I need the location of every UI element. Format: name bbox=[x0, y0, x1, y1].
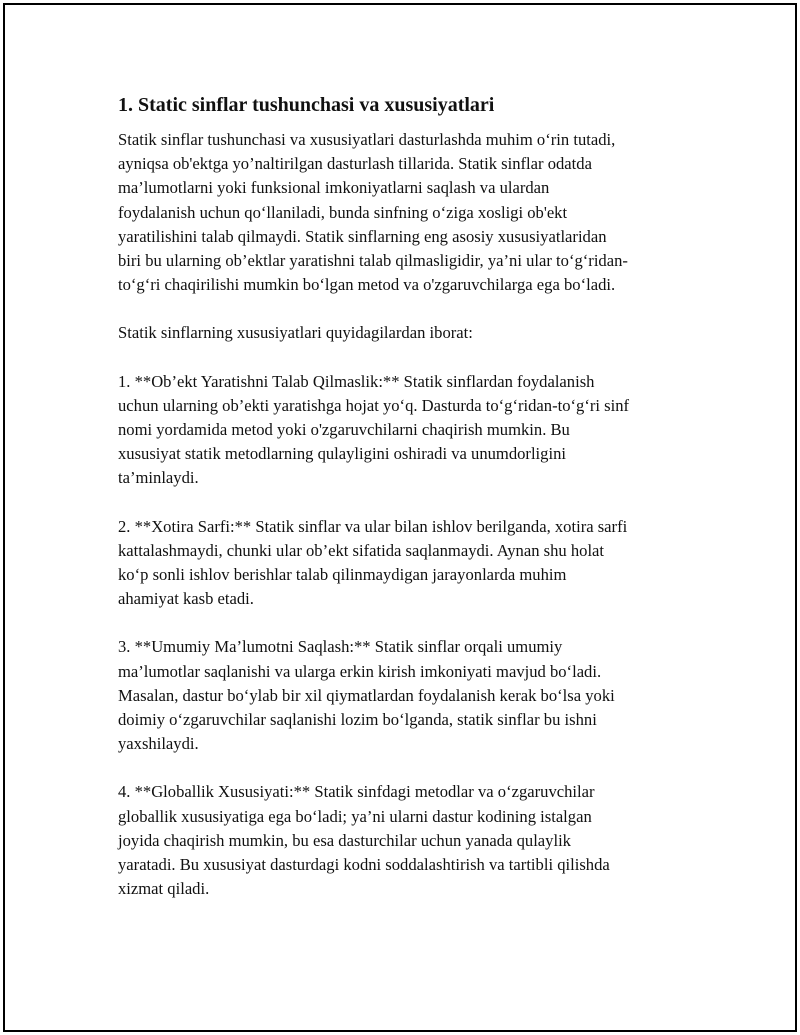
text-line: joyida chaqirish mumkin, bu esa dasturchilar uchun yanada qulaylik bbox=[118, 830, 571, 850]
text-line: yaratadi. Bu xususiyat dasturdagi kodni soddalashtirish va tartibli qilishda bbox=[118, 855, 610, 875]
paragraph-item-3 bbox=[118, 635, 693, 756]
paragraph-item-1 bbox=[118, 370, 693, 491]
paragraph-intro bbox=[118, 128, 693, 297]
text-line: 3. **Umumiy Ma’lumotni Saqlash:** Statik sinflar orqali umumiy bbox=[118, 637, 563, 657]
text-line: ko‘p sonli ishlov berishlar talab qilinmaydigan jarayonlarda muhim bbox=[118, 565, 567, 585]
text-line: nomi yordamida metod yoki o'zgaruvchilarni chaqirish mumkin. Bu bbox=[118, 420, 570, 440]
text-line: globallik xususiyatiga ega bo‘ladi; ya’ni ularni dastur kodining istalgan bbox=[118, 806, 592, 826]
text-line: uchun ularning ob’ekti yaratishga hojat yo‘q. Dasturda to‘g‘ridan-to‘g‘ri sinf bbox=[118, 395, 630, 415]
paragraph-list-intro bbox=[118, 321, 693, 345]
text-line: doimiy o‘zgaruvchilar saqlanishi lozim bo‘lganda, statik sinflar bu ishni bbox=[118, 710, 597, 730]
text-line: ma’lumotlar saqlanishi va ularga erkin kirish imkoniyati mavjud bo‘ladi. bbox=[118, 661, 602, 681]
text-line: yaratilishini talab qilmaydi. Statik sinflarning eng asosiy xususiyatlaridan bbox=[118, 226, 607, 246]
text-line: biri bu ularning ob’ektlar yaratishni talab qilmasligidir, ya’ni ular to‘g‘ridan- bbox=[118, 251, 628, 271]
text-line: foydalanish uchun qo‘llaniladi, bunda sinfning o‘ziga xosligi ob'ekt bbox=[118, 202, 568, 222]
paragraph-item-4 bbox=[118, 780, 693, 901]
text-line: ayniqsa ob'ektga yo’naltirilgan dasturlash tillarida. Statik sinflar odatda bbox=[118, 154, 592, 174]
text-line: Statik sinflar tushunchasi va xususiyatlari dasturlashda muhim o‘rin tutadi, bbox=[118, 130, 616, 149]
text-line: to‘g‘ri chaqirilishi mumkin bo‘lgan metod va o'zgaruvchilarga ega bo‘ladi. bbox=[118, 275, 616, 295]
text-line: ahamiyat kasb etadi. bbox=[118, 589, 254, 609]
text-line: Statik sinflarning xususiyatlari quyidagilardan iborat: bbox=[118, 323, 473, 343]
text-line: Masalan, dastur bo‘ylab bir xil qiymatlardan foydalanish kerak bo‘lsa yoki bbox=[118, 685, 615, 705]
text-line: xizmat qiladi. bbox=[118, 879, 210, 899]
text-line: ma’lumotlarni yoki funksional imkoniyatlarni saqlash va ulardan bbox=[118, 178, 550, 198]
text-line: 4. **Globallik Xususiyati:** Statik sinfdagi metodlar va o‘zgaruvchilar bbox=[118, 782, 595, 802]
text-line: xususiyat statik metodlarning qulayligini oshiradi va unumdorligini bbox=[118, 444, 566, 464]
text-line: yaxshilaydi. bbox=[118, 734, 199, 754]
text-line: ta’minlaydi. bbox=[118, 468, 199, 488]
document-body bbox=[118, 92, 693, 925]
paragraph-item-2 bbox=[118, 515, 693, 612]
document-title: 1. Static sinflar tushunchasi va xususiyatlari bbox=[118, 94, 495, 116]
text-line: kattalashmaydi, chunki ular ob’ekt sifatida saqlanmaydi. Aynan shu holat bbox=[118, 540, 605, 560]
text-line: 2. **Xotira Sarfi:** Statik sinflar va ular bilan ishlov berilganda, xotira sarfi bbox=[118, 516, 628, 536]
text-line: 1. **Ob’ekt Yaratishni Talab Qilmaslik:** Statik sinflardan foydalanish bbox=[118, 371, 595, 391]
